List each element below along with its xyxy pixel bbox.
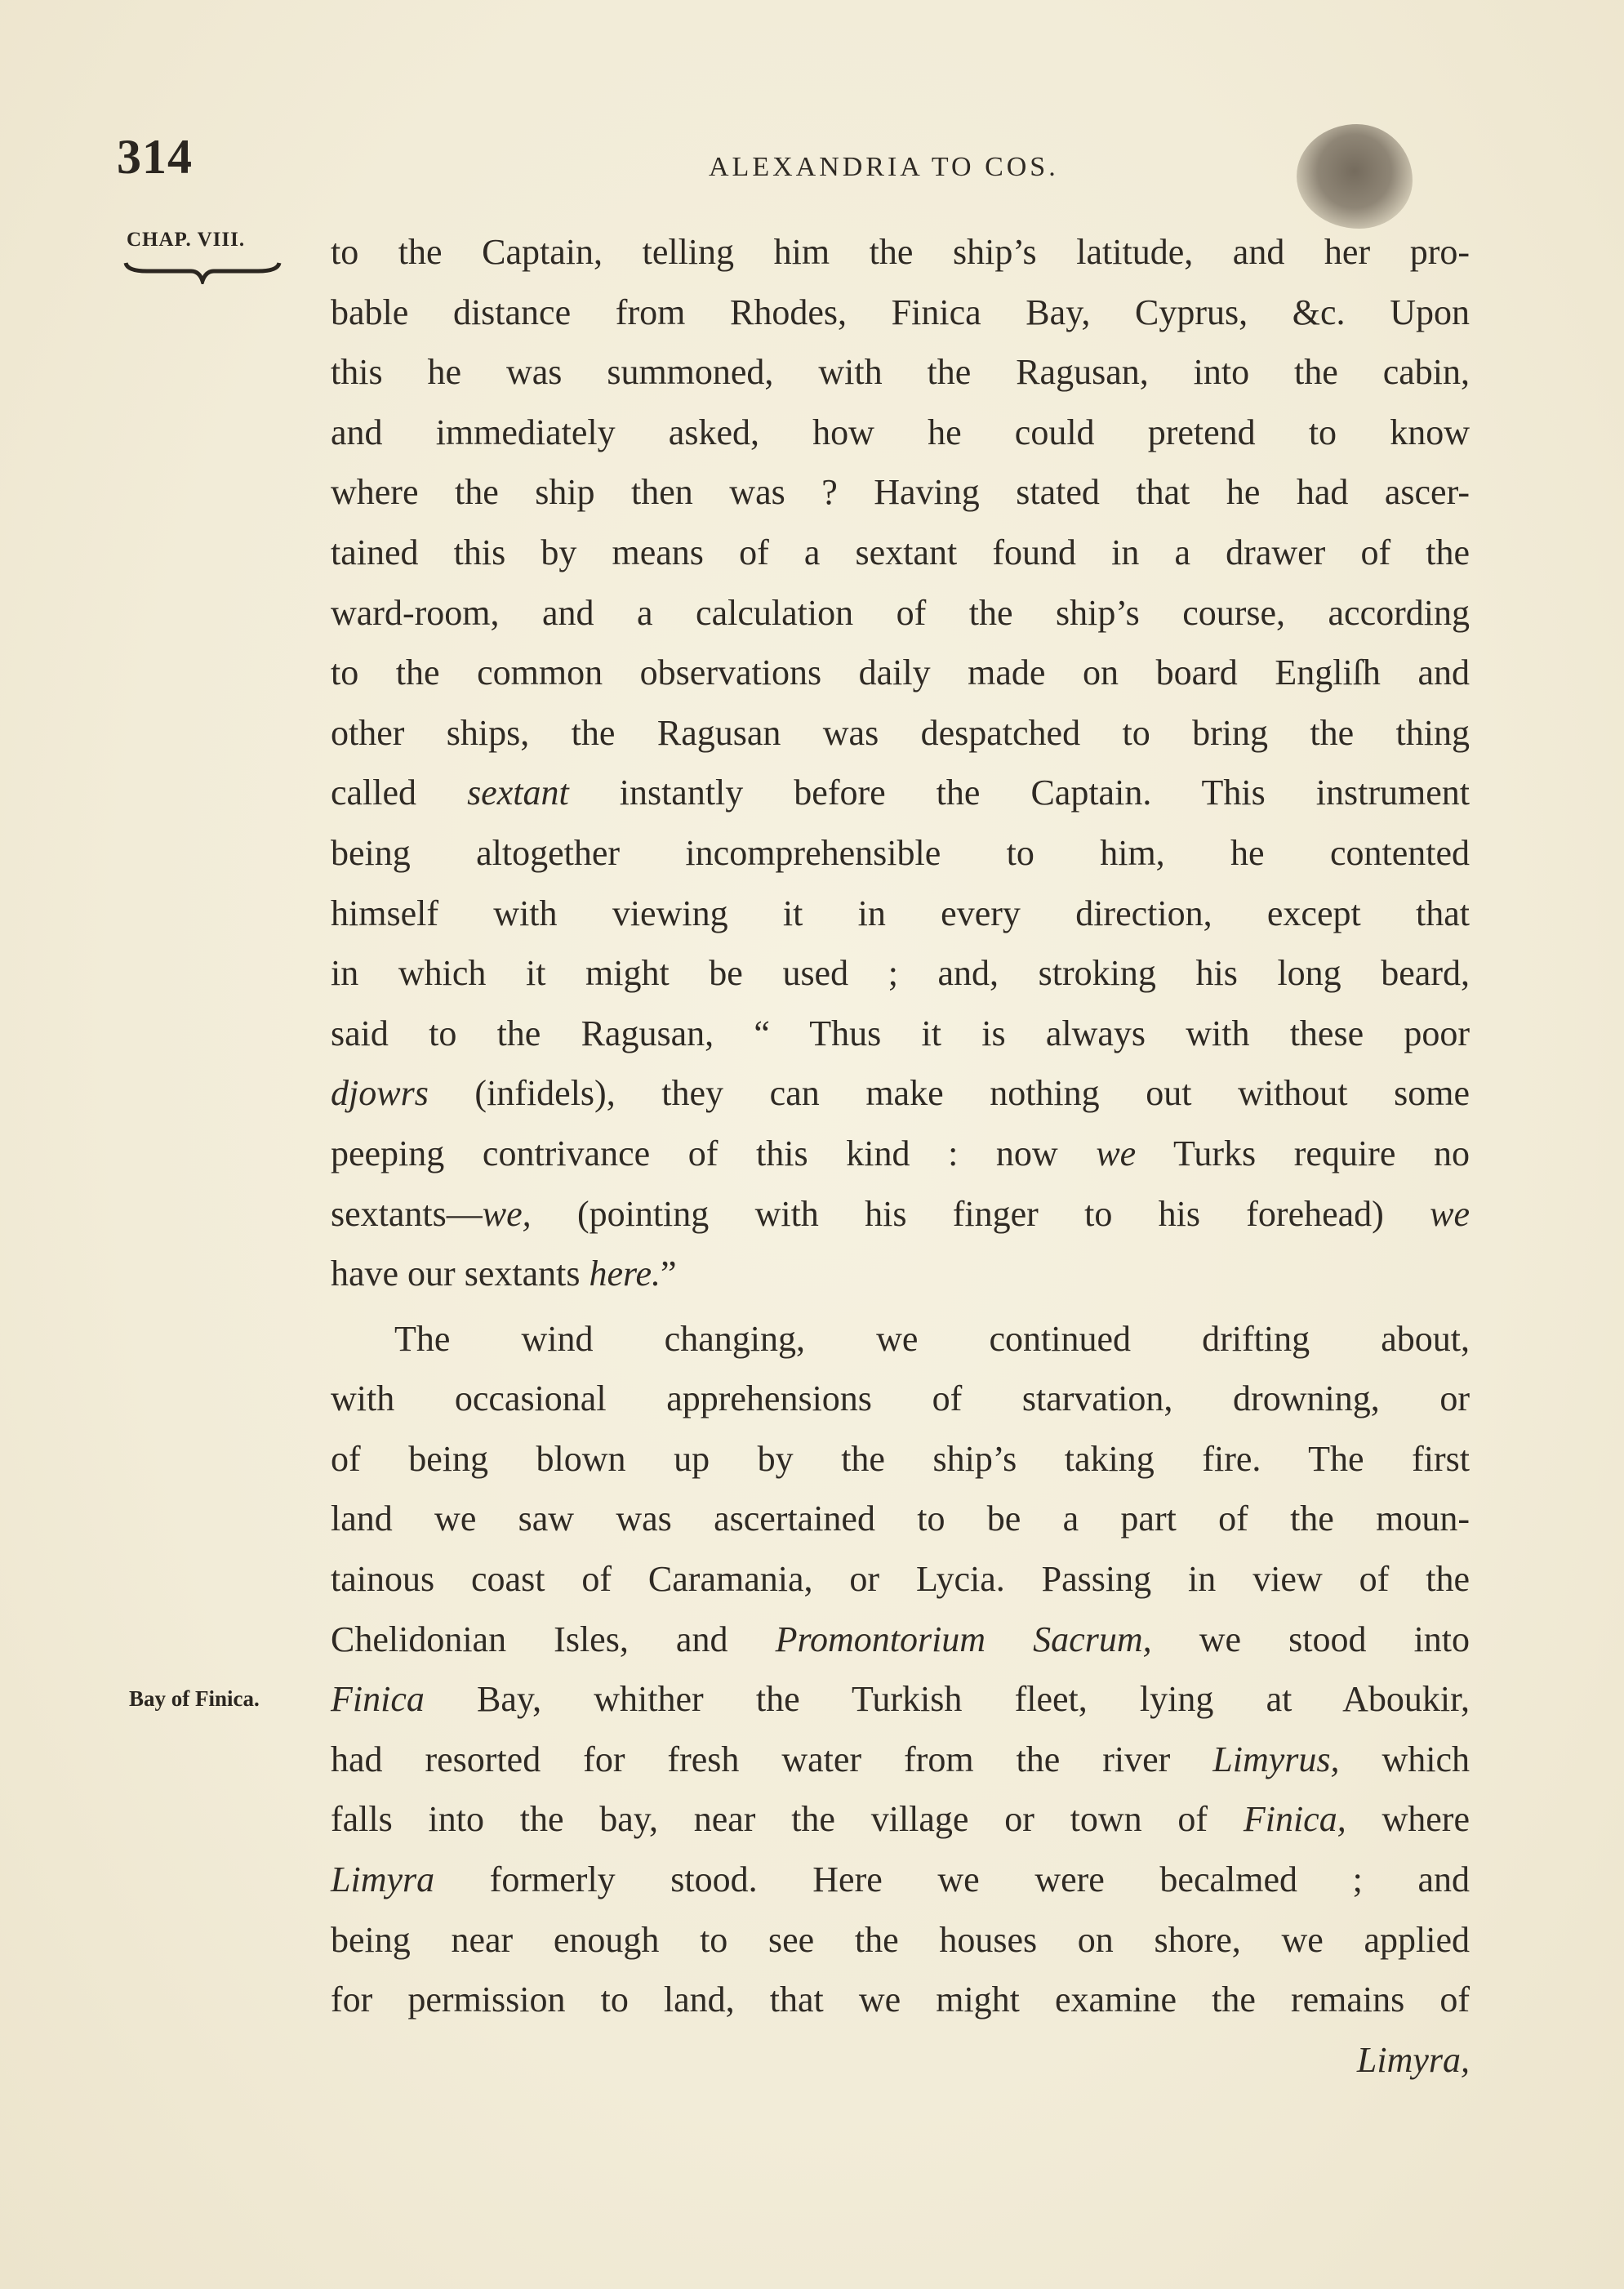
text-line: Chelidonian Isles, and Promontorium Sacrum, we stood into: [331, 1619, 1470, 1659]
text-line: sextants—we, (pointing with his finger to his forehead) we: [331, 1193, 1470, 1234]
text-line: called sextant instantly before the Captain. This instrument: [331, 773, 1470, 813]
text-line: being near enough to see the houses on shore, we applied: [331, 1919, 1470, 1960]
text-line: and immediately asked, how he could pretend to know: [331, 412, 1470, 452]
body-text: [331, 222, 1470, 2090]
marginal-note-bay-of-finica: Bay of Finica.: [129, 1686, 260, 1711]
text-line: of being blown up by the ship’s taking fire. The first: [331, 1438, 1470, 1479]
text-line: djowrs (infidels), they can make nothing out without some: [331, 1073, 1470, 1114]
text-line: tainous coast of Caramania, or Lycia. Passing in view of the: [331, 1559, 1470, 1600]
text-line: to the common observations daily made on board Engliſh and: [331, 652, 1470, 693]
text-line: for permission to land, that we might examine the remains of: [331, 1979, 1470, 2020]
brace-ornament: [122, 260, 283, 284]
text-line: said to the Ragusan, “ Thus it is always with these poor: [331, 1013, 1470, 1053]
text-line: Finica Bay, whither the Turkish fleet, lying at Aboukir,: [331, 1679, 1470, 1720]
text-line: himself with viewing it in every direction, except that: [331, 893, 1470, 933]
page-number: 314: [117, 130, 193, 184]
text-line: have our sextants here.”: [331, 1254, 677, 1294]
ink-stain: [1297, 124, 1413, 229]
text-line: with occasional apprehensions of starvation, drowning, or: [331, 1378, 1470, 1419]
text-line: ward-room, and a calculation of the ship’s course, according: [331, 592, 1470, 633]
text-line: this he was summoned, with the Ragusan, into the cabin,: [331, 352, 1470, 393]
text-line: bable distance from Rhodes, Finica Bay, Cyprus, &c. Upon: [331, 292, 1470, 332]
text-line: tained this by means of a sextant found in a drawer of the: [331, 532, 1470, 572]
chapter-marginal-note: CHAP. VIII.: [127, 229, 246, 251]
catchword: Limyra,: [1356, 2039, 1470, 2080]
text-line: to the Captain, telling him the ship’s latitude, and her pro-: [331, 232, 1470, 272]
text-line: peeping contrivance of this kind : now we Turks require no: [331, 1133, 1470, 1173]
text-line: falls into the bay, near the village or town of Finica, where: [331, 1799, 1470, 1840]
text-line: other ships, the Ragusan was despatched to bring the thing: [331, 712, 1470, 753]
text-line: in which it might be used ; and, stroking his long beard,: [331, 953, 1470, 994]
text-line: being altogether incomprehensible to him, he contented: [331, 832, 1470, 873]
text-line: where the ship then was ? Having stated that he had ascer-: [331, 472, 1470, 513]
text-line: Limyra formerly stood. Here we were becalmed ; and: [331, 1859, 1470, 1900]
text-line: land we saw was ascertained to be a part of the moun-: [331, 1499, 1470, 1539]
running-title: ALEXANDRIA TO COS.: [709, 152, 1059, 182]
text-line: The wind changing, we continued drifting about,: [394, 1318, 1470, 1359]
text-line: had resorted for fresh water from the river Limyrus, which: [331, 1739, 1470, 1779]
